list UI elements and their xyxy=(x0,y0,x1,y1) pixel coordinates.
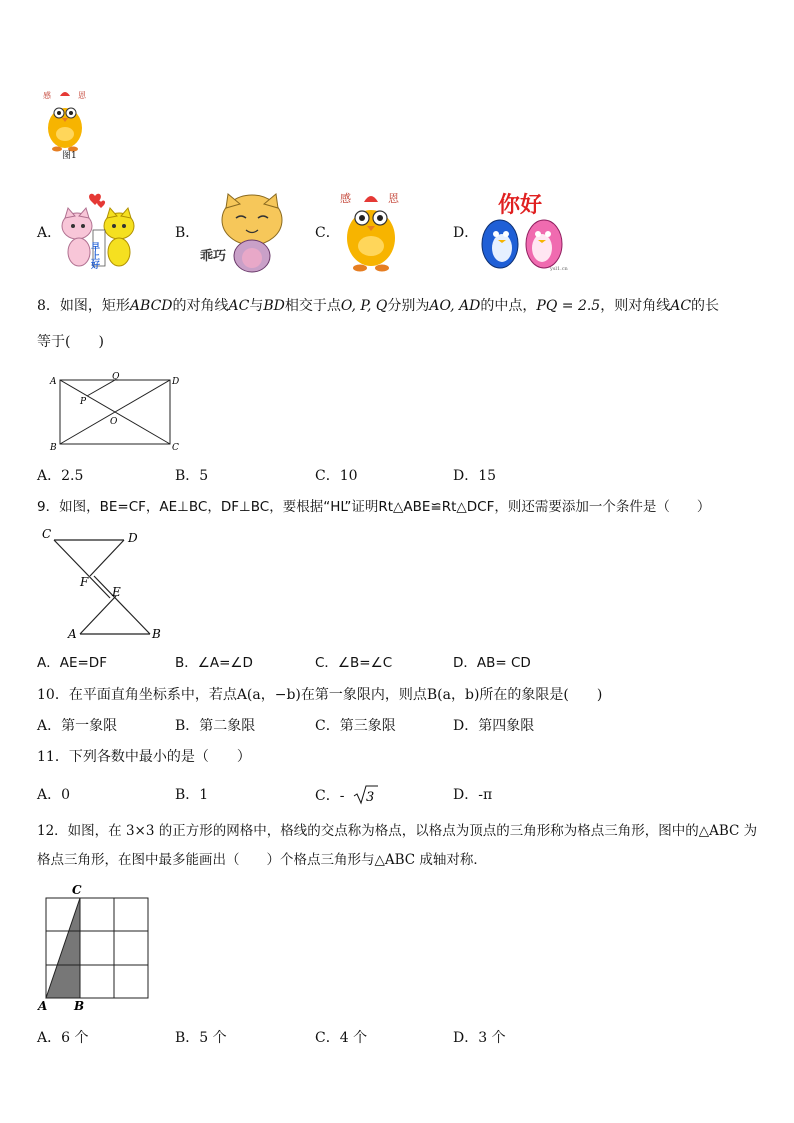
q7-option-c-label: C． xyxy=(315,225,340,241)
q7-c-text-1: 感 xyxy=(340,192,351,205)
q11-option-a[interactable]: A．0 xyxy=(37,787,71,803)
q8-abcd: ABCD xyxy=(129,298,173,314)
q8-fig-label-d: D xyxy=(172,377,180,387)
fig1-caption: 图1 xyxy=(62,151,77,161)
q8-text-end: 的长 xyxy=(691,298,720,314)
q12-fig-label-c: C xyxy=(72,883,82,897)
q8-text-mid1: 的对角线 xyxy=(172,298,229,314)
q7-option-d-label: D． xyxy=(453,225,479,241)
q8-fig-label-o: O xyxy=(110,417,118,427)
q10-option-b[interactable]: B．第二象限 xyxy=(175,718,256,734)
q12-stem-line2: 格点三角形，在图中最多能画出（ ）个格点三角形与△ABC 成轴对称． xyxy=(37,852,487,868)
q7-option-b-image xyxy=(196,190,290,274)
q8-option-c[interactable]: C．10 xyxy=(315,468,358,484)
q12-figure xyxy=(36,882,156,1014)
q8-opq: O, P, Q xyxy=(340,298,388,314)
q9-fig-label-d: D xyxy=(128,531,138,545)
rectangle-diagram xyxy=(44,370,184,452)
q8-text-mid4: 分别为 xyxy=(387,298,430,314)
q8-pq-eq: PQ = 2.5 xyxy=(536,298,601,314)
q9-fig-label-b: B xyxy=(152,627,161,641)
q11-sqrt-number: 3 xyxy=(365,790,375,805)
q8-fig-label-b: B xyxy=(50,443,57,452)
q10-option-c[interactable]: C．第三象限 xyxy=(315,718,396,734)
q8-text-mid2: 与 xyxy=(249,298,264,314)
q7-d-text: 你好 xyxy=(498,192,543,218)
q8-fig-label-q: Q xyxy=(112,372,120,382)
q8-text-mid3: 相交于点 xyxy=(284,298,341,314)
q7-d-small: ysl1.cn xyxy=(550,266,568,272)
chick-icon xyxy=(336,188,406,274)
q9-option-c[interactable]: C．∠B=∠C xyxy=(315,655,393,671)
q8-text-mid5: 的中点， xyxy=(480,298,537,314)
tiger-cat-icon xyxy=(196,190,290,274)
q9-stem: 9．如图，BE=CF，AE⊥BC，DF⊥BC，要根据“HL”证明Rt△ABE≌Rt△DCF，则还需要添加一个条件是（ ） xyxy=(37,499,711,515)
q9-fig-label-c: C xyxy=(42,528,52,541)
q9-option-d[interactable]: D．AB= CD xyxy=(453,655,531,671)
fig1-label-gan: 感 xyxy=(43,91,51,100)
q11-option-c[interactable] xyxy=(315,785,379,806)
q12-stem-line1: 12．如图，在 3×3 的正方形的网格中，格线的交点称为格点，以格点为顶点的三角形称为格点三角形，图中的△ABC 为 xyxy=(37,823,758,839)
q12-option-c[interactable]: C．4 个 xyxy=(315,1030,368,1046)
q11-option-c-prefix: C．- xyxy=(315,788,345,804)
q8-stem-line2: 等于( ) xyxy=(37,334,104,350)
q8-stem-line1 xyxy=(37,296,719,316)
q9-fig-label-f: F xyxy=(80,575,89,589)
q8-text-mid6: ，则对角线 xyxy=(600,298,671,314)
q8-option-a[interactable]: A．2.5 xyxy=(37,468,84,484)
q7-option-a-label: A． xyxy=(37,225,62,241)
q7-a-text: 早上好 xyxy=(89,242,99,269)
q8-option-d[interactable]: D．15 xyxy=(453,468,497,484)
q8-bd: BD xyxy=(263,298,285,314)
q8-option-b[interactable]: B．5 xyxy=(175,468,209,484)
q8-ac2: AC xyxy=(670,298,692,314)
q9-option-b[interactable]: B．∠A=∠D xyxy=(175,655,253,671)
q12-fig-label-a: A xyxy=(38,999,48,1013)
two-penguins-icon xyxy=(474,190,574,274)
figure-1 xyxy=(40,86,90,162)
grid-diagram xyxy=(36,882,156,1014)
q10-stem: 10．在平面直角坐标系中，若点A(a，−b)在第一象限内，则点B(a，b)所在的象限是( ) xyxy=(37,687,603,703)
two-cats-icon xyxy=(57,190,141,274)
q7-option-c-image xyxy=(336,188,406,274)
q9-figure xyxy=(38,528,168,644)
q7-b-text: 乖巧 xyxy=(200,249,227,264)
q8-text-pre: 8．如图，矩形 xyxy=(37,298,130,314)
q8-fig-label-p: P xyxy=(80,397,87,407)
q8-ac: AC xyxy=(228,298,250,314)
q12-option-d[interactable]: D．3 个 xyxy=(453,1030,506,1046)
q12-option-b[interactable]: B．5 个 xyxy=(175,1030,227,1046)
q12-option-a[interactable]: A．6 个 xyxy=(37,1030,89,1046)
q11-stem: 11．下列各数中最小的是（ ） xyxy=(37,749,251,765)
sqrt-symbol-icon xyxy=(353,785,379,806)
q9-fig-label-a: A xyxy=(68,627,77,641)
q7-option-d-image xyxy=(474,190,574,274)
q8-ao-ad: AO, AD xyxy=(429,298,481,314)
q7-option-b-label: B． xyxy=(175,225,200,241)
q10-option-a[interactable]: A．第一象限 xyxy=(37,718,118,734)
q12-fig-label-b: B xyxy=(74,999,85,1013)
q8-fig-label-c: C xyxy=(172,443,179,452)
fig1-label-en: 恩 xyxy=(78,91,86,100)
q10-option-d[interactable]: D．第四象限 xyxy=(453,718,535,734)
q7-option-a-image xyxy=(57,190,141,274)
q11-option-d[interactable]: D．-π xyxy=(453,787,493,803)
triangle-diagram xyxy=(38,528,168,644)
q7-c-text-2: 恩 xyxy=(388,192,399,205)
q9-option-a[interactable]: A．AE=DF xyxy=(37,655,107,671)
q8-figure xyxy=(44,370,184,452)
q8-fig-label-a: A xyxy=(50,377,57,387)
q11-option-b[interactable]: B．1 xyxy=(175,787,209,803)
q9-fig-label-e: E xyxy=(112,585,121,599)
